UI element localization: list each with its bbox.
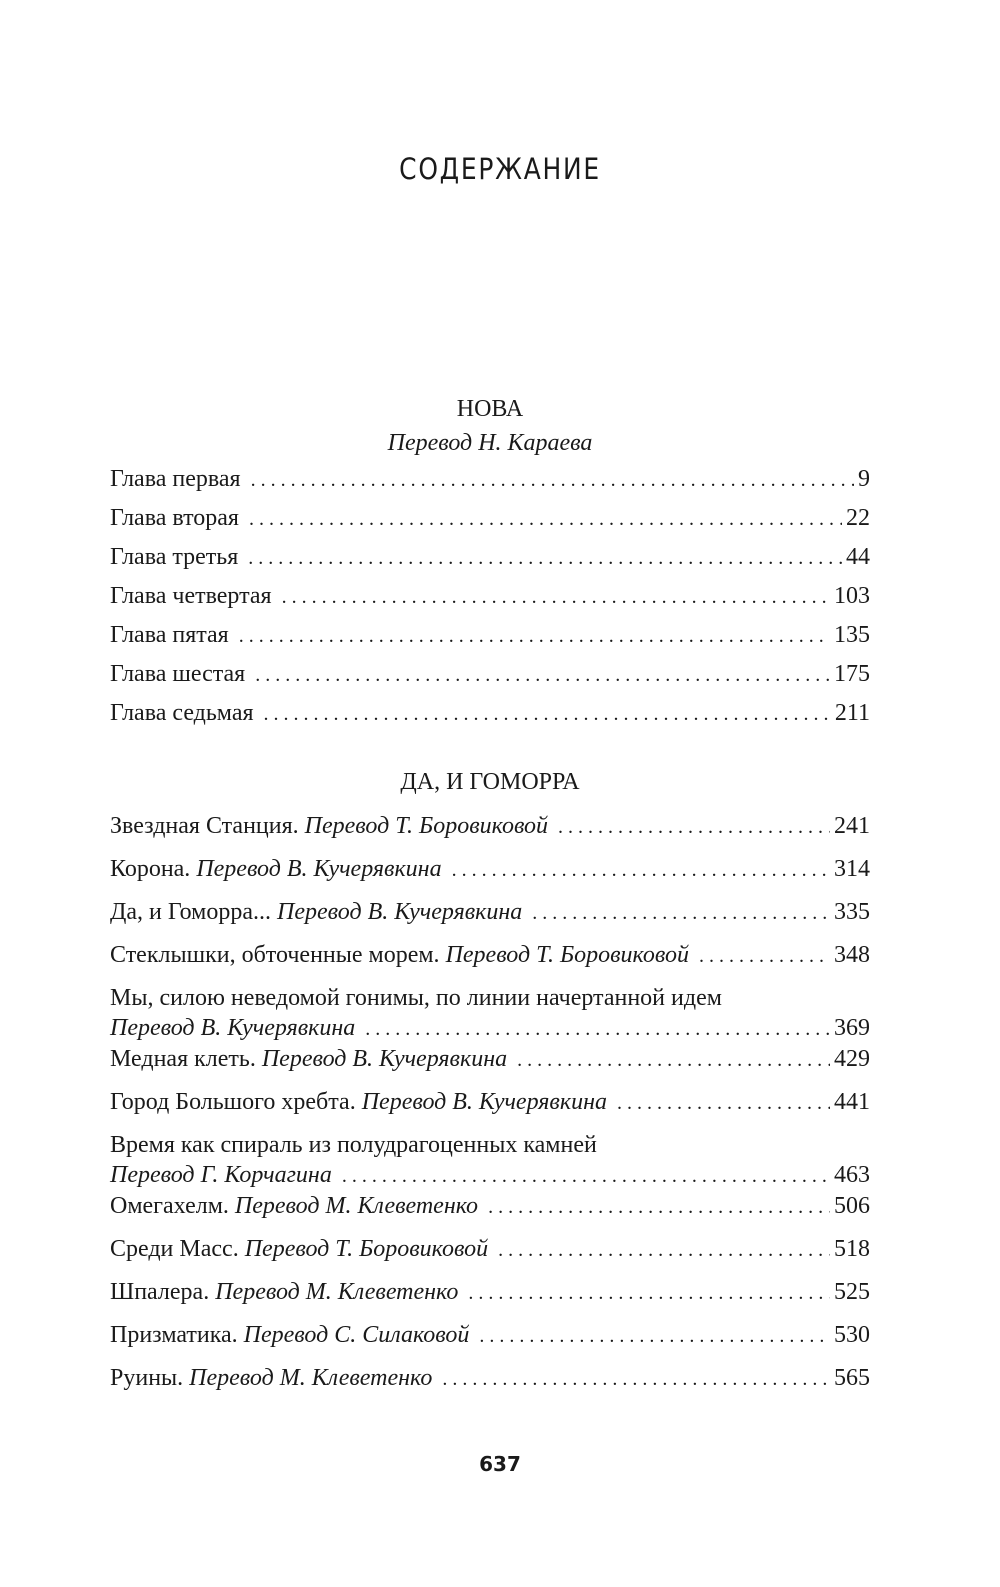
entry-page: 369 [834, 1015, 870, 1041]
toc-entry[interactable] [110, 1191, 870, 1234]
toc-entry[interactable] [110, 503, 870, 542]
dot-leader [442, 1364, 830, 1394]
dot-leader [617, 1088, 830, 1118]
toc-entry[interactable] [110, 1130, 870, 1191]
entry-translator: Перевод В. Кучерявкина [110, 1015, 356, 1041]
entry-page: 463 [834, 1162, 870, 1188]
entry-page: 530 [834, 1322, 870, 1348]
dot-leader [249, 504, 842, 534]
entry-page: 429 [834, 1046, 870, 1072]
section-title-nova: НОВА [456, 396, 524, 422]
entry-translator: Перевод М. Клеветенко [189, 1365, 433, 1391]
toc-entry[interactable] [110, 659, 870, 698]
entry-title: Стеклышки, обточенные морем. [110, 942, 440, 968]
toc-entry[interactable] [110, 897, 870, 940]
dot-leader [239, 621, 830, 651]
entry-title: Глава третья [110, 544, 239, 570]
toc-entry[interactable] [110, 811, 870, 854]
toc-entry[interactable] [110, 940, 870, 983]
dot-leader [264, 699, 831, 729]
nova-entries [110, 464, 870, 737]
entry-title: Мы, силою неведомой гонимы, по линии начертанной идем [110, 985, 722, 1011]
table-of-contents [110, 392, 870, 1406]
entry-translator: Перевод В. Кучерявкина [277, 899, 523, 925]
entry-page: 348 [834, 942, 870, 968]
entry-page: 506 [834, 1193, 870, 1219]
entry-translator: Перевод М. Клеветенко [215, 1279, 459, 1305]
entry-translator: Перевод Т. Боровиковой [244, 1236, 489, 1262]
entry-page: 22 [846, 505, 870, 531]
entry-page: 525 [834, 1279, 870, 1305]
dot-leader [558, 812, 830, 842]
toc-entry[interactable] [110, 698, 870, 737]
entry-page: 135 [834, 622, 870, 648]
entry-title: Корона. [110, 856, 191, 882]
entry-page: 44 [846, 544, 870, 570]
toc-entry[interactable] [110, 983, 870, 1044]
toc-entry[interactable] [110, 1363, 870, 1406]
entry-title: Глава вторая [110, 505, 239, 531]
page-number: 637 [479, 1452, 521, 1476]
entry-title: Глава первая [110, 466, 241, 492]
dot-leader [248, 543, 842, 573]
toc-entry[interactable] [110, 542, 870, 581]
entry-page: 518 [834, 1236, 870, 1262]
entry-translator: Перевод Г. Корчагина [110, 1162, 332, 1188]
entry-translator: Перевод В. Кучерявкина [361, 1089, 607, 1115]
entry-translator: Перевод В. Кучерявкина [261, 1046, 508, 1072]
entry-title: Среди Масс. [110, 1236, 239, 1262]
entry-title: Глава пятая [110, 622, 229, 648]
dot-leader [365, 1014, 830, 1044]
toc-entry[interactable] [110, 1277, 870, 1320]
dot-leader [488, 1192, 830, 1222]
entry-translator: Перевод Т. Боровиковой [445, 942, 689, 968]
toc-entry[interactable] [110, 1320, 870, 1363]
entry-title: Время как спираль из полудрагоценных камней [110, 1132, 597, 1158]
entry-title: Омегахелм. [110, 1193, 229, 1219]
toc-entry[interactable] [110, 1087, 870, 1130]
toc-entry[interactable] [110, 581, 870, 620]
entry-page: 241 [834, 813, 870, 839]
dot-leader [255, 660, 830, 690]
entry-title: Глава шестая [110, 661, 246, 687]
entry-translator: Перевод М. Клеветенко [234, 1193, 479, 1219]
dot-leader [452, 855, 830, 885]
entry-title: Да, и Гоморра... [110, 899, 272, 925]
entry-translator: Перевод Т. Боровиковой [304, 813, 549, 839]
dot-leader [498, 1235, 830, 1265]
entry-page: 211 [834, 700, 870, 726]
toc-entry[interactable] [110, 464, 870, 503]
dot-leader [282, 582, 830, 612]
entry-title: Город Большого хребта. [110, 1089, 356, 1115]
dot-leader [699, 941, 830, 971]
entry-page: 9 [858, 466, 870, 492]
dot-leader [468, 1278, 830, 1308]
entry-page: 175 [834, 661, 870, 687]
entry-title: Шпалера. [110, 1279, 210, 1305]
entry-translator: Перевод В. Кучерявкина [196, 856, 442, 882]
entry-title: Медная клеть. [110, 1046, 256, 1072]
toc-entry[interactable] [110, 854, 870, 897]
entry-page: 103 [834, 583, 870, 609]
entry-title: Глава четвертая [110, 583, 272, 609]
toc-entry[interactable] [110, 1044, 870, 1087]
dot-leader [517, 1045, 830, 1075]
entry-translator: Перевод С. Силаковой [243, 1322, 470, 1348]
entry-title: Призматика. [110, 1322, 238, 1348]
entry-title: Руины. [110, 1365, 184, 1391]
dot-leader [479, 1321, 830, 1351]
gomorrah-entries [110, 811, 870, 1406]
entry-page: 314 [834, 856, 870, 882]
toc-entry[interactable] [110, 620, 870, 659]
entry-page: 565 [834, 1365, 870, 1391]
entry-title: Звездная Станция. [110, 813, 299, 839]
entry-page: 335 [834, 899, 870, 925]
dot-leader [251, 465, 854, 495]
entry-page: 441 [834, 1089, 870, 1115]
section-title-gomorrah: ДА, И ГОМОРРА [400, 769, 580, 795]
page-title: СОДЕРЖАНИЕ [399, 152, 601, 186]
dot-leader [342, 1161, 830, 1191]
entry-title: Глава седьмая [110, 700, 254, 726]
toc-entry[interactable] [110, 1234, 870, 1277]
section-translator-nova: Перевод Н. Караева [387, 430, 593, 456]
dot-leader [532, 898, 830, 928]
